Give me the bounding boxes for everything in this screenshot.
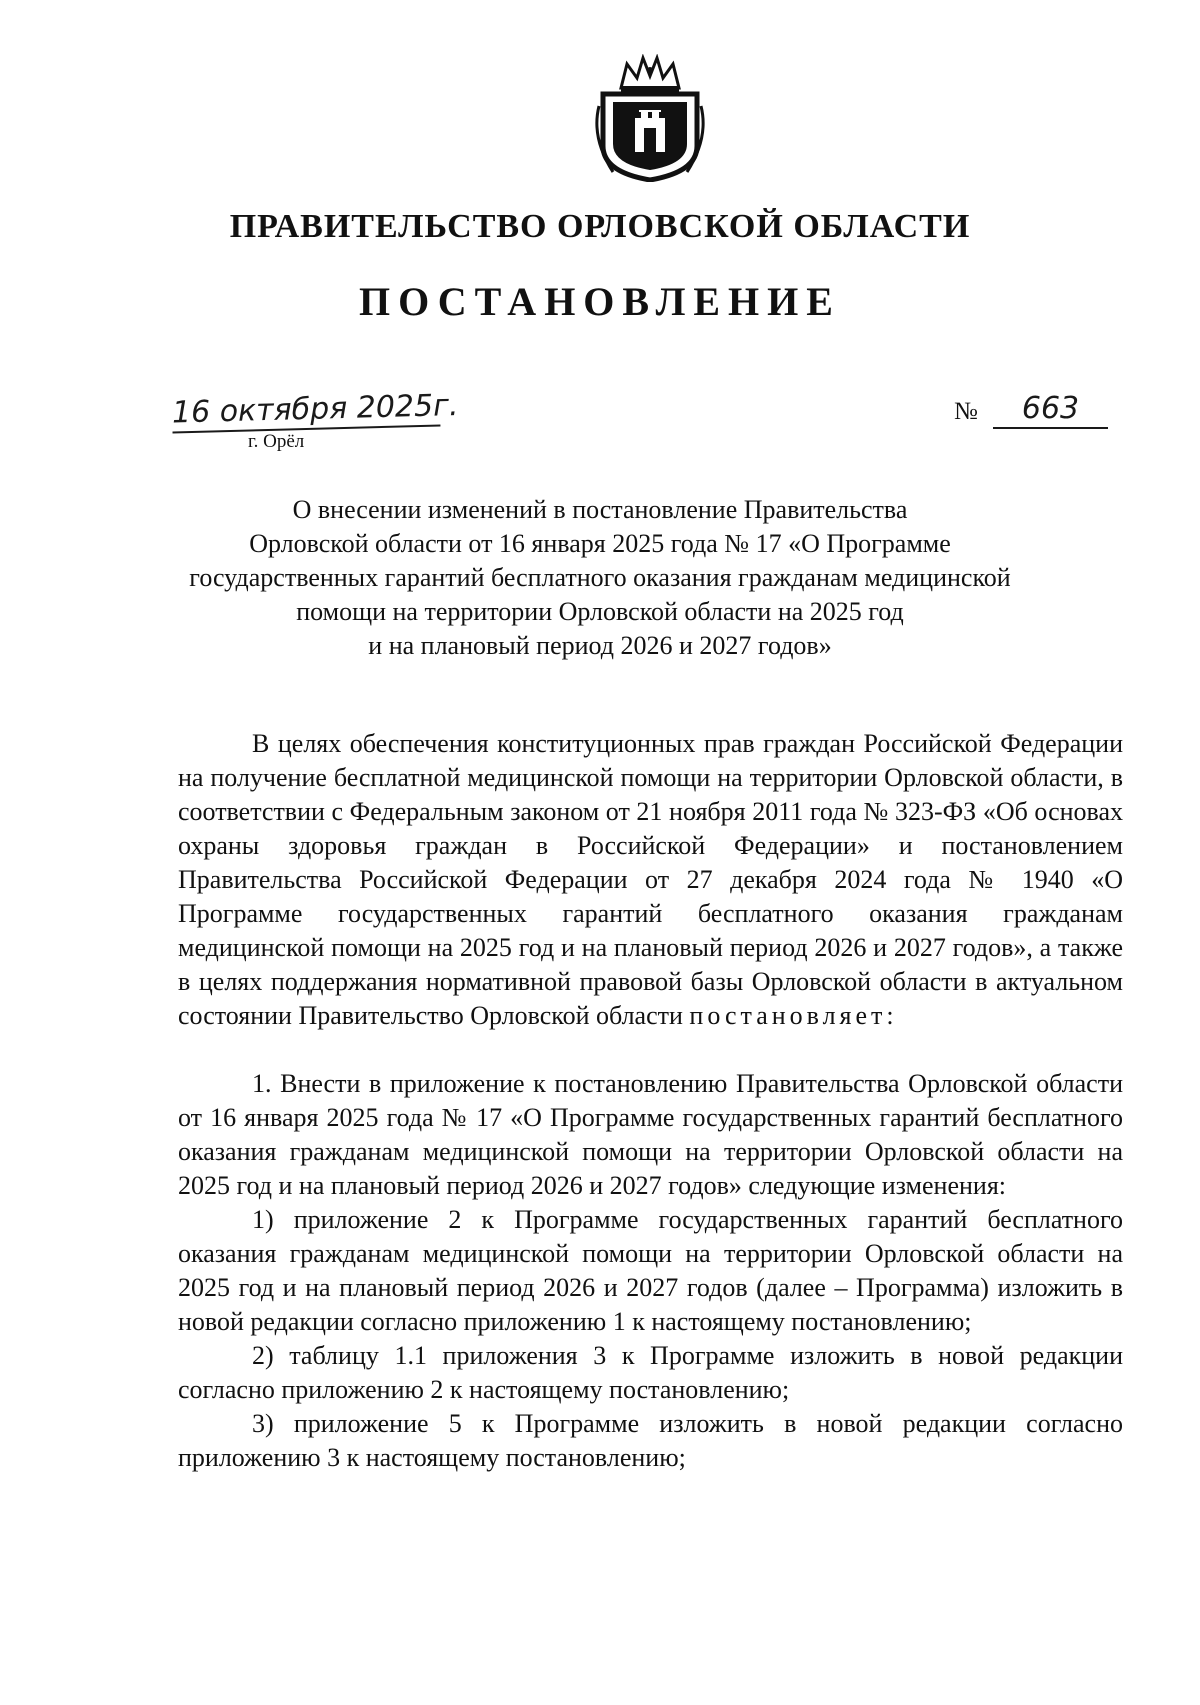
document-body (178, 727, 1123, 1475)
subject-line: и на плановый период 2026 и 2027 годов» (368, 631, 832, 660)
government-title: ПРАВИТЕЛЬСТВО ОРЛОВСКОЙ ОБЛАСТИ (229, 208, 971, 245)
subject-line: О внесении изменений в постановление Правительства (292, 495, 908, 524)
preamble-paragraph (178, 727, 1123, 1033)
item-1-paragraph: 1. Внести в приложение к постановлению Правительства Орловской области от 16 января 2025 года № 17 «О Программе государственных гарантий бесплатного оказания гражданам медицинской помощи на территории Орловской области на 2025 год и на плановый период 2026 и 2027 годов» следующие изменения: (178, 1069, 1123, 1200)
coat-of-arms-emblem (591, 54, 709, 182)
subitem-1-paragraph: 1) приложение 2 к Программе государственных гарантий бесплатного оказания гражданам медицинской помощи на территории Орловской области на 2025 год и на плановый период 2026 и 2027 годов (далее – Программа) изложить в новой редакции согласно приложению 1 к настоящему постановлению; (178, 1205, 1123, 1336)
subitem-2-paragraph: 2) таблицу 1.1 приложения 3 к Программе изложить в новой редакции согласно приложению 2 к настоящему постановлению; (178, 1341, 1123, 1404)
subitem-3-paragraph: 3) приложение 5 к Программе изложить в новой редакции согласно приложению 3 к настоящему постановлению; (178, 1409, 1123, 1472)
preamble-text: В целях обеспечения конституционных прав граждан Российской Федерации на получение бесплатной медицинской помощи на территории Орловской области, в соответствии с Федеральным законом от 21 ноября 2011 года № 323-ФЗ «Об основах охраны здоровья граждан в Российской Федерации» и постановлением Правительства Российской Федерации от 27 декабря 2024 года № 1940 «О Программе государственных гарантий бесплатного оказания гражданам медицинской помощи на 2025 год и на плановый период 2026 и 2027 годов», а также в целях поддержания нормативной правовой базы Орловской области в актуальном состоянии Правительство Орловской области (178, 729, 1123, 1030)
document-type-title: ПОСТАНОВЛЕНИЕ (359, 279, 841, 324)
resolves-word: постановляет (689, 1001, 887, 1030)
handwritten-number: 663 (993, 391, 1108, 429)
handwritten-date: 16 октября 2025г. (172, 388, 441, 433)
city-label: г. Орёл (248, 431, 305, 452)
subject-line: Орловской области от 16 января 2025 года № 17 «О Программе (249, 529, 951, 558)
subject-line: государственных гарантий бесплатного оказания гражданам медицинской (189, 563, 1011, 592)
number-label: № (954, 398, 978, 425)
document-subject (0, 493, 1200, 663)
resolves-colon: : (886, 1001, 894, 1030)
subject-line: помощи на территории Орловской области на 2025 год (296, 597, 904, 626)
